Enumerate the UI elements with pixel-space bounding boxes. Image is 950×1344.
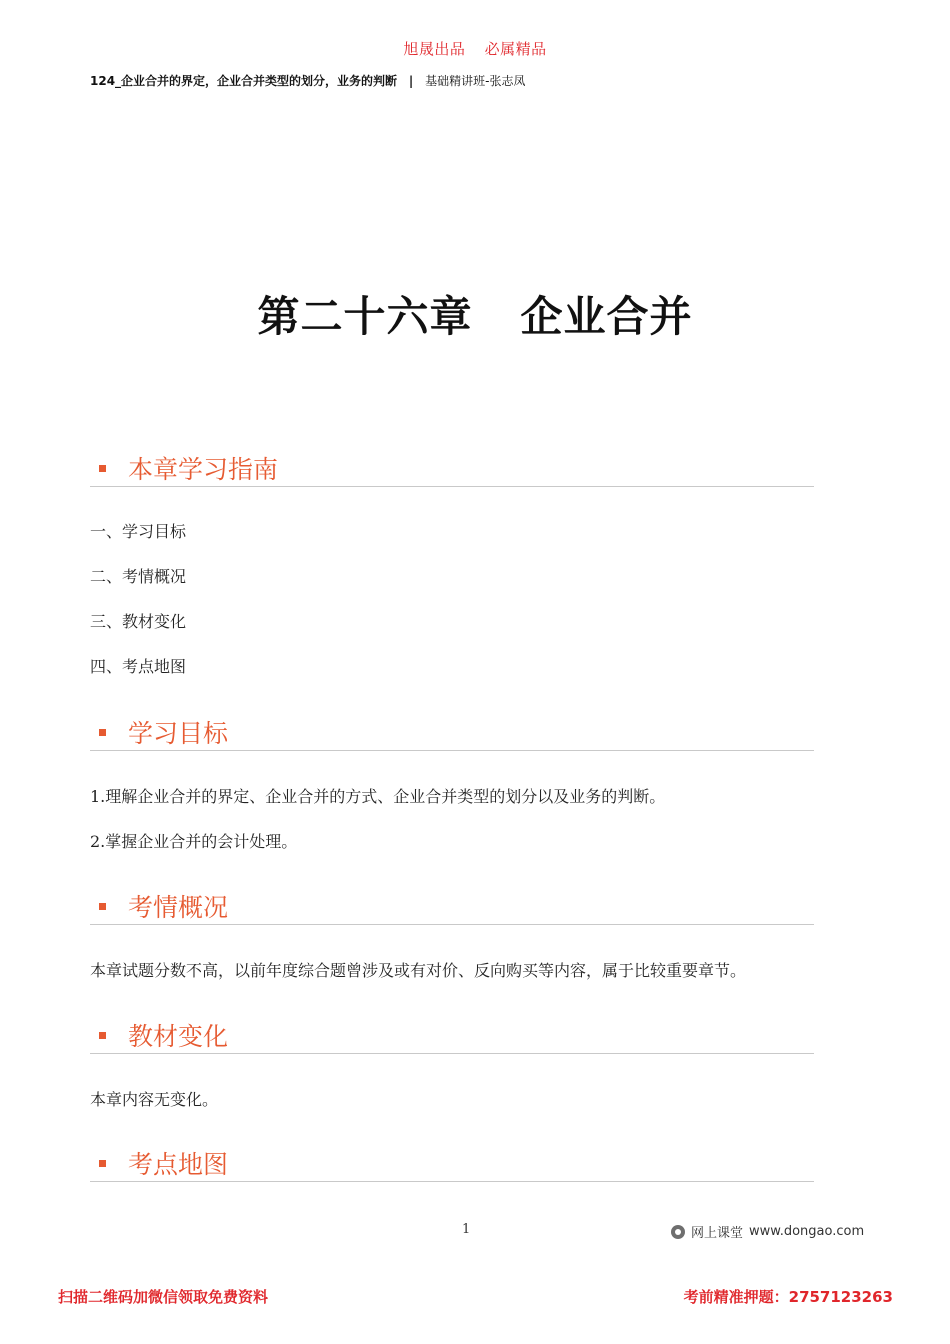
section-heading-label: 学习目标 [128,719,229,748]
section-heading-label: 考点地图 [128,1150,229,1179]
bullet-icon [99,1032,106,1039]
brand-name: 网上课堂 [691,1226,744,1241]
section-heading [90,1141,814,1182]
footer-brand [671,1222,864,1241]
promo-left: 扫描二维码加微信领取免费资料 [58,1288,269,1306]
section-heading [90,1013,814,1054]
header-separator: | [408,74,414,88]
dongao-logo-icon [671,1225,685,1239]
changes-text: 本章内容无变化。 [90,1090,219,1109]
guide-item: 二、考情概况 [90,567,187,586]
banner-right-text: 必属精品 [484,40,547,58]
section-heading [90,884,814,925]
chapter-name: 企业合并 [520,292,693,341]
bullet-icon [99,1160,106,1167]
objective-item: 1.理解企业合并的界定、企业合并的方式、企业合并类型的划分以及业务的判断。 [90,787,666,806]
section-exam [90,884,814,925]
banner-left-text: 旭晟出品 [403,40,466,58]
guide-item: 四、考点地图 [90,657,187,676]
section-changes [90,1013,814,1054]
section-heading [90,446,814,487]
guide-item: 一、学习目标 [90,522,187,541]
exam-text: 本章试题分数不高，以前年度综合题曾涉及或有对价、反向购买等内容，属于比较重要章节。 [90,961,747,980]
promo-right: 考前精准押题：2757123263 [683,1288,893,1306]
section-heading-label: 教材变化 [128,1022,229,1051]
bullet-icon [99,465,106,472]
brand-url[interactable]: www.dongao.com [749,1224,865,1239]
section-map [90,1141,814,1182]
section-heading [90,710,814,751]
bullet-icon [99,903,106,910]
section-heading-label: 考情概况 [128,893,229,922]
section-guide [90,446,814,487]
bullet-icon [99,729,106,736]
chapter-number: 第二十六章 [257,292,473,341]
running-header [90,72,525,89]
guide-item: 三、教材变化 [90,612,187,631]
course-name: 基础精讲班-张志凤 [425,74,526,88]
page-number: 1 [462,1222,471,1237]
objective-item: 2.掌握企业合并的会计处理。 [90,832,298,851]
lesson-title: 124_企业合并的界定，企业合并类型的划分，业务的判断 [90,74,398,88]
chapter-title [0,284,950,344]
section-heading-label: 本章学习指南 [128,455,279,484]
section-objectives [90,710,814,751]
top-banner [0,38,950,59]
